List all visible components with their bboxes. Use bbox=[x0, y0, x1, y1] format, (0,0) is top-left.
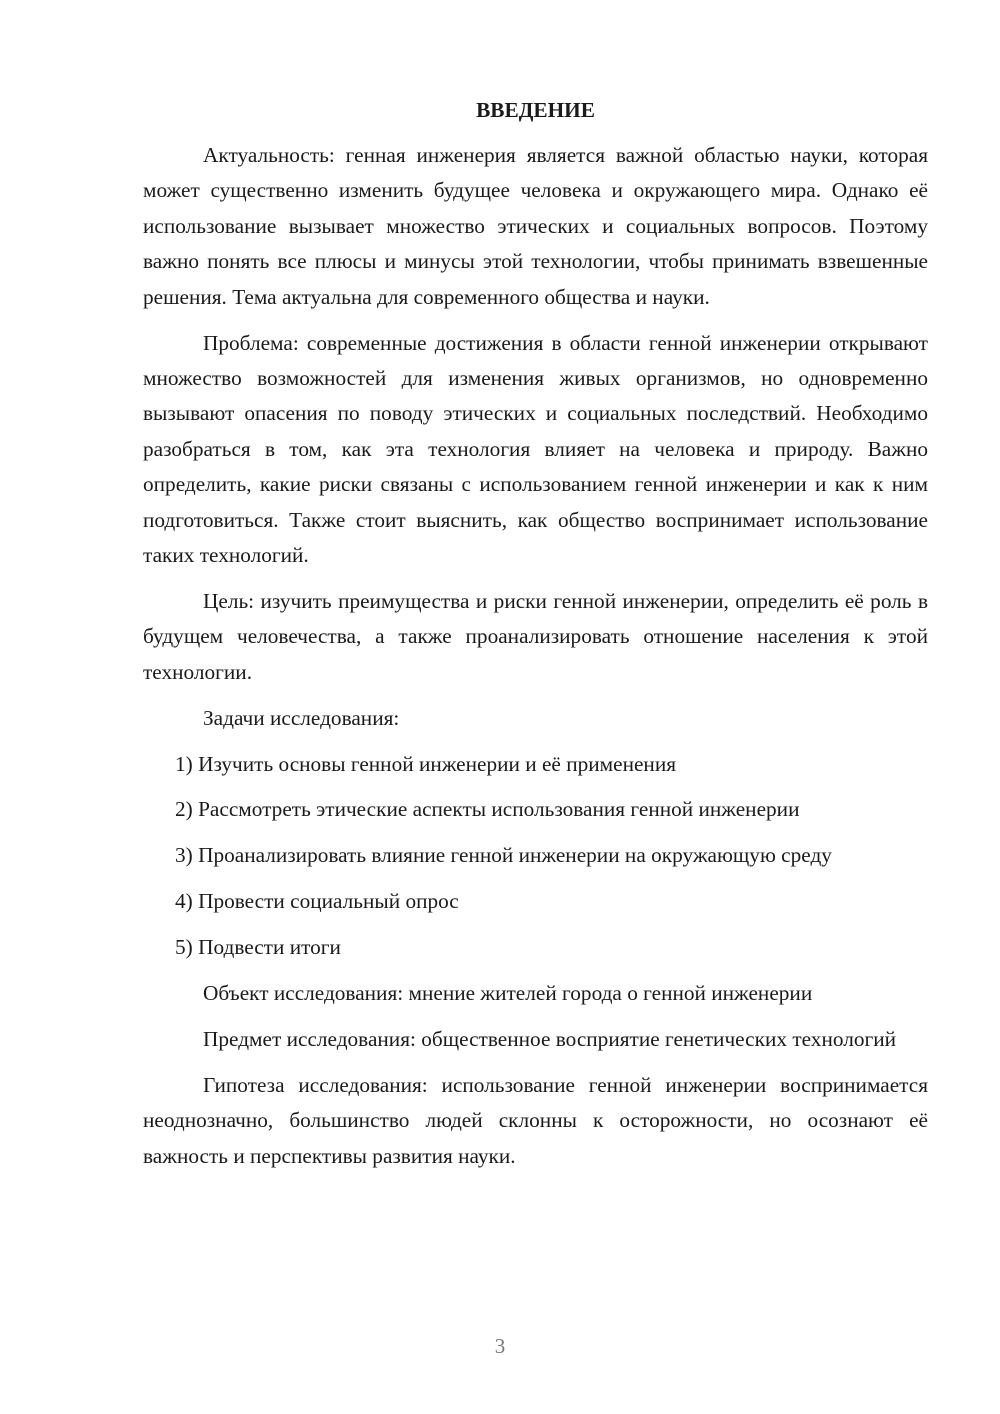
page-title: ВВЕДЕНИЕ bbox=[476, 98, 595, 122]
goal-paragraph: Цель: изучить преимущества и риски генной инженерии, определить её роль в будущем человечества, а также проанализировать отношение населения к этой технологии. bbox=[143, 588, 928, 684]
list-item: 2) Рассмотреть этические аспекты использования генной инженерии bbox=[175, 797, 800, 822]
document-page bbox=[143, 92, 928, 1185]
hypothesis-paragraph: Гипотеза исследования: использование генной инженерии воспринимается неоднозначно, большинство людей склонны к осторожности, но осознают её важность и перспективы развития науки. bbox=[143, 1072, 928, 1168]
object-paragraph: Объект исследования: мнение жителей города о генной инженерии bbox=[203, 981, 813, 1006]
tasks-heading: Задачи исследования: bbox=[203, 705, 400, 730]
list-item: 1) Изучить основы генной инженерии и её применения bbox=[175, 751, 677, 776]
page-number: 3 bbox=[494, 1334, 506, 1358]
problem-paragraph: Проблема: современные достижения в области генной инженерии открывают множество возможностей для изменения живых организмов, но одновременно вызывают опасения по поводу этических и социальных последствий. Необходимо разобраться в том, как эта технология влияет на человека и природу. Важно определить, какие риски связаны с использованием генной инженерии и как к ним подготовиться. Также стоит выяснить, как общество воспринимает использование таких технологий. bbox=[143, 330, 928, 567]
list-item: 5) Подвести итоги bbox=[175, 935, 341, 960]
subject-paragraph: Предмет исследования: общественное восприятие генетических технологий bbox=[203, 1026, 897, 1051]
list-item: 3) Проанализировать влияние генной инженерии на окружающую среду bbox=[175, 843, 832, 868]
list-item: 4) Провести социальный опрос bbox=[175, 889, 459, 914]
tasks-list bbox=[143, 747, 928, 966]
relevance-paragraph: Актуальность: генная инженерия является важной областью науки, которая может существенно изменить будущее человека и окружающего мира. Однако её использование вызывает множество этических и социальных вопросов. Поэтому важно понять все плюсы и минусы этой технологии, чтобы принимать взвешенные решения. Тема актуальна для современного общества и науки. bbox=[143, 143, 928, 309]
